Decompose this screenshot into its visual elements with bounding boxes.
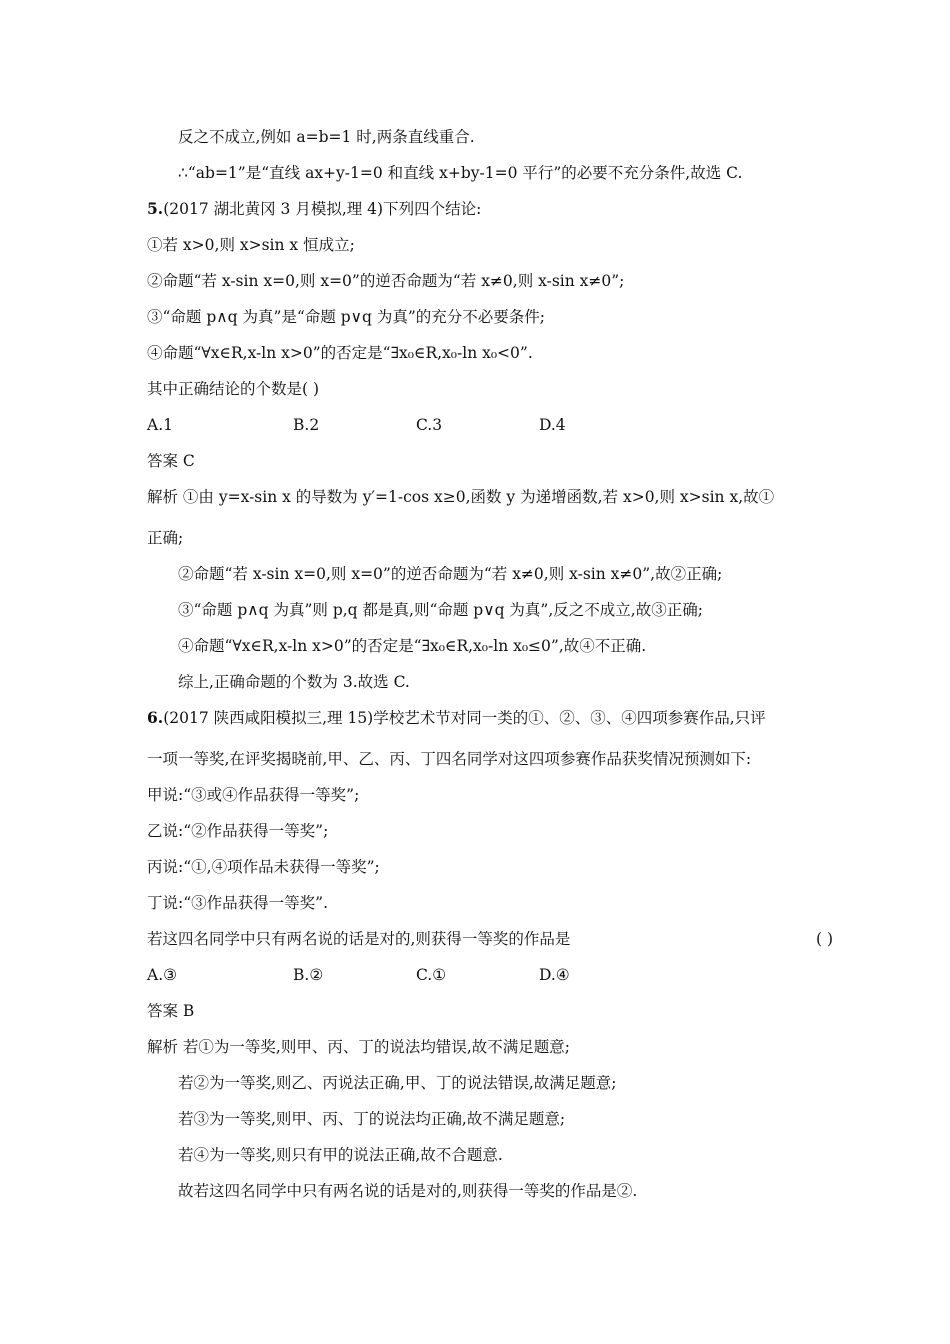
q5-analysis-4: ③“命题 p∧q 为真”则 p,q 都是真,则“命题 p∨q 为真”,反之不成立,故③正确;	[178, 601, 703, 619]
q6-stem-line-1	[147, 707, 766, 729]
q5-question: 其中正确结论的个数是( )	[147, 380, 320, 398]
q5-option-c: C.3	[416, 416, 443, 434]
q6-answer: 答案 B	[147, 1002, 195, 1020]
q6-option-c: C.①	[416, 966, 447, 984]
q6-option-d: D.④	[539, 966, 570, 984]
q6-analysis-2: 若②为一等奖,则乙、丙说法正确,甲、丁的说法错误,故满足题意;	[178, 1074, 617, 1092]
q5-option-a: A.1	[147, 416, 173, 434]
prev-line-2: ∴“ab=1”是“直线 ax+y-1=0 和直线 x+by-1=0 平行”的必要不充分条件,故选 C.	[178, 164, 743, 182]
q6-answer-paren: ( )	[816, 930, 834, 948]
q5-analysis-3: ②命题“若 x-sin x=0,则 x=0”的逆否命题为“若 x≠0,则 x-sin x≠0”,故②正确;	[178, 565, 723, 583]
q6-option-a: A.③	[147, 966, 178, 984]
q5-answer: 答案 C	[147, 452, 195, 470]
q6-question: 若这四名同学中只有两名说的话是对的,则获得一等奖的作品是	[147, 930, 571, 948]
q5-analysis-5: ④命题“∀x∈R,x-ln x>0”的否定是“∃x₀∈R,x₀-ln x₀≤0”,故④不正确.	[178, 637, 647, 655]
q5-analysis-1: 解析 ①由 y=x-sin x 的导数为 y′=1-cos x≥0,函数 y 为递增函数,若 x>0,则 x>sin x,故①	[147, 488, 775, 506]
q5-item-3: ③“命题 p∧q 为真”是“命题 p∨q 为真”的充分不必要条件;	[147, 308, 546, 326]
q6-analysis-1: 解析 若①为一等奖,则甲、丙、丁的说法均错误,故不满足题意;	[147, 1038, 571, 1056]
q5-stem: (2017 湖北黄冈 3 月模拟,理 4)下列四个结论:	[163, 200, 482, 218]
q6-item-4: 丁说:“③作品获得一等奖”.	[147, 894, 328, 912]
prev-line-1: 反之不成立,例如 a=b=1 时,两条直线重合.	[178, 128, 475, 146]
q6-analysis-5: 故若这四名同学中只有两名说的话是对的,则获得一等奖的作品是②.	[178, 1182, 638, 1200]
q6-option-b: B.②	[293, 966, 324, 984]
q6-number: 6.	[147, 708, 164, 727]
q5-option-d: D.4	[539, 416, 566, 434]
q5-number: 5.	[147, 199, 164, 218]
q6-stem-line-2: 一项一等奖,在评奖揭晓前,甲、乙、丙、丁四名同学对这四项参赛作品获奖情况预测如下:	[147, 750, 752, 768]
q6-analysis-3: 若③为一等奖,则甲、丙、丁的说法均正确,故不满足题意;	[178, 1110, 566, 1128]
q6-stem-1: (2017 陕西咸阳模拟三,理 15)学校艺术节对同一类的①、②、③、④四项参赛作品,只评	[163, 709, 766, 727]
q5-analysis-2: 正确;	[147, 529, 184, 547]
q5-item-1: ①若 x>0,则 x>sin x 恒成立;	[147, 236, 355, 254]
q6-analysis-4: 若④为一等奖,则只有甲的说法正确,故不合题意.	[178, 1146, 503, 1164]
q5-stem-line	[147, 198, 481, 220]
q6-item-2: 乙说:“②作品获得一等奖”;	[147, 822, 329, 840]
q5-item-2: ②命题“若 x-sin x=0,则 x=0”的逆否命题为“若 x≠0,则 x-sin x≠0”;	[147, 272, 625, 290]
q5-item-4: ④命题“∀x∈R,x-ln x>0”的否定是“∃x₀∈R,x₀-ln x₀<0”.	[147, 344, 533, 362]
q6-item-1: 甲说:“③或④作品获得一等奖”;	[147, 786, 360, 804]
q6-item-3: 丙说:“①,④项作品未获得一等奖”;	[147, 858, 380, 876]
q5-analysis-6: 综上,正确命题的个数为 3.故选 C.	[178, 673, 410, 691]
q5-option-b: B.2	[293, 416, 320, 434]
